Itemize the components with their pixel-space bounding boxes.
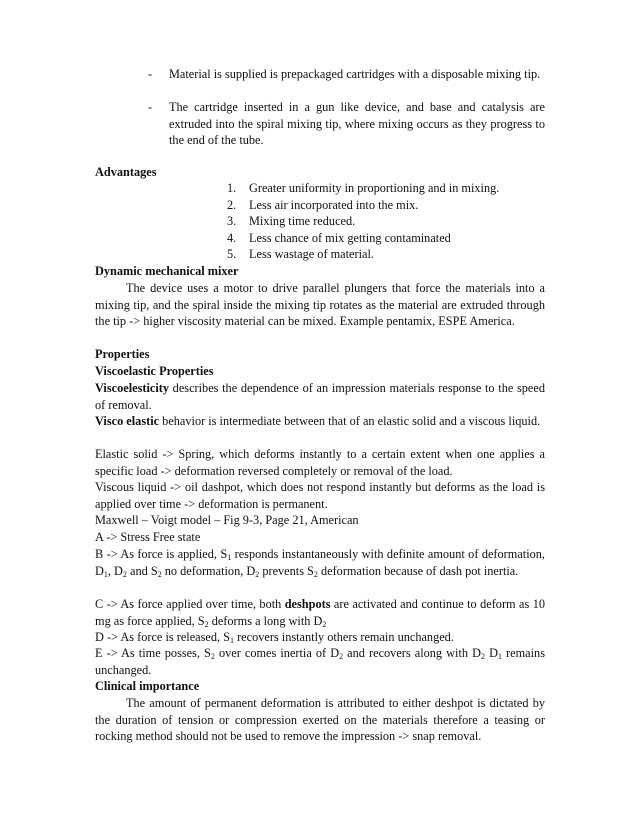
state-c-paragraph: C -> As force applied over time, both deshpots are activated and continue to deform as 10 mg as force applied, $S_2$ deforms a long with $D_2$ <box>95 597 545 629</box>
state-a-line: A -> Stress Free state <box>95 530 201 544</box>
advantages-heading: Advantages <box>95 165 157 179</box>
visco-elastic-paragraph: Visco elastic behavior is intermediate between that of an elastic solid and a viscous liquid. <box>95 414 541 428</box>
bullet-marker-1: - <box>148 67 153 81</box>
bullet-text-1: Material is supplied is prepackaged cartridges with a disposable mixing tip. <box>169 67 541 81</box>
list-item: 3. Mixing time reduced. <box>227 214 356 229</box>
state-d-line: D -> As force is released, $S_1$ recovers instantly others remain unchanged. <box>95 630 454 645</box>
elastic-solid-paragraph: Elastic solid -> Spring, which deforms instantly to a certain extent when one applies a specific load -> deformation reversed completely or removal of the load. <box>95 447 545 478</box>
list-item: 1. Greater uniformity in proportioning and in mixing. <box>227 181 500 195</box>
viscoelasticity-paragraph: Viscoelesticity describes the dependence of an impression materials response to the speed of removal. <box>95 381 545 412</box>
bullet-text-2: The cartridge inserted in a gun like device, and base and catalysis are extruded into the spiral mixing tip, where mixing occurs as they progress to the end of the tube. <box>169 100 545 148</box>
viscoelastic-heading: Viscoelastic Properties <box>95 364 214 378</box>
list-item: 2. Less air incorporated into the mix. <box>227 197 419 212</box>
bullet-marker-2: - <box>148 100 153 114</box>
dynamic-mixer-body: The device uses a motor to drive parallel plungers that force the materials into a mixing tip, and the spiral inside the mixing tip rotates as the material are extruded through the tip -> higher viscosity material can be mixed. Example pentamix, ESPE America. <box>95 281 545 329</box>
clinical-importance-body: The amount of permanent deformation is attributed to either deshpot is dictated by the duration of tension or compression exerted on the materials therefore a teasing or rocking method should not be used to remove the impression -> snap removal. <box>95 696 545 744</box>
list-item: 5. Less wastage of material. <box>227 247 374 262</box>
dynamic-mixer-heading: Dynamic mechanical mixer <box>95 264 239 278</box>
state-b-paragraph: B -> As force is applied, $S_1$ responds instantaneously with definite amount of deformation, $D_1$, $D_2$ and $S_2$ no deformation, $D_2$ prevents $S_2$ deformation because of dash pot inertia. <box>95 547 545 579</box>
state-e-paragraph: E -> As time posses, $S_2$ over comes inertia of $D_2$ and recovers along with $D_2$ $D_1$ remains unchanged. <box>95 646 545 677</box>
list-item: 4. Less chance of mix getting contaminated <box>227 230 451 245</box>
clinical-importance-heading: Clinical importance <box>95 679 200 693</box>
advantages-list <box>227 180 499 263</box>
properties-heading: Properties <box>95 347 150 361</box>
viscous-liquid-paragraph: Viscous liquid -> oil dashpot, which does not respond instantly but deforms as the load is applied over time -> deformation is permanent. <box>95 480 545 511</box>
maxwell-line: Maxwell – Voigt model – Fig 9-3, Page 21, American <box>95 513 359 527</box>
